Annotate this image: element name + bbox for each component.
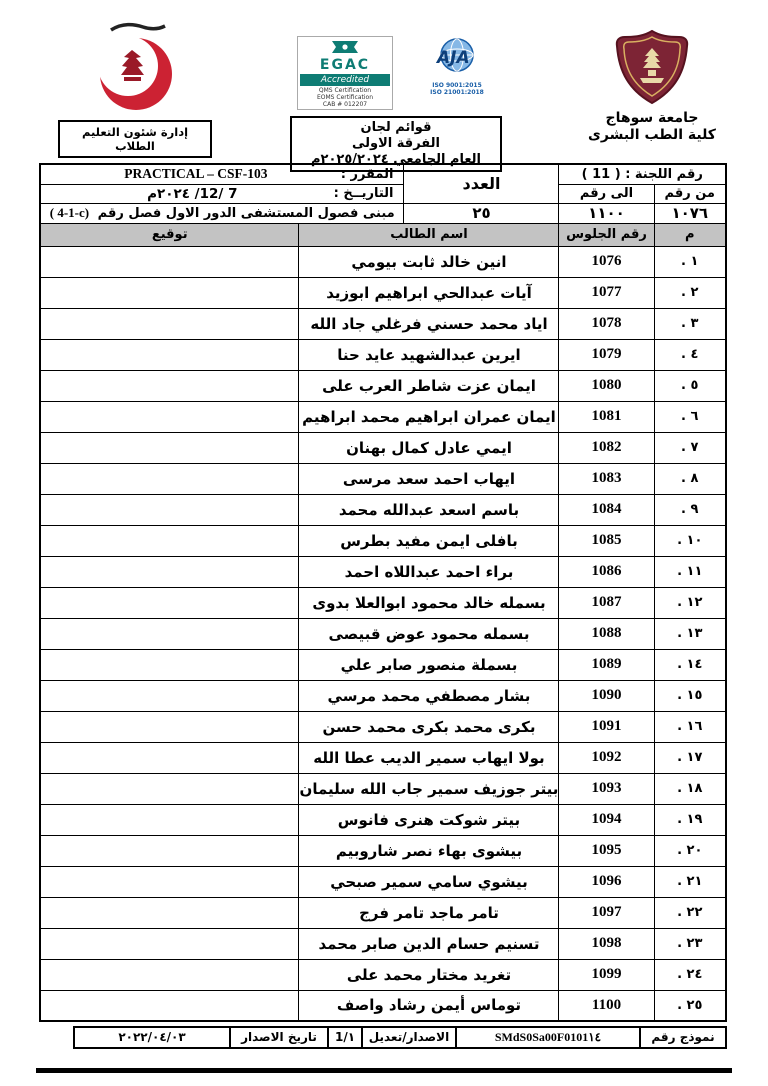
row-number: ٤ . bbox=[654, 339, 726, 370]
student-row bbox=[40, 618, 726, 649]
seat-number: 1078 bbox=[559, 308, 654, 339]
from-value: ١٠٧٦ bbox=[654, 203, 726, 223]
signature-cell bbox=[40, 556, 299, 587]
row-number: ١٠ . bbox=[654, 525, 726, 556]
row-number: ٢٥ . bbox=[654, 990, 726, 1021]
aja-globe-icon bbox=[428, 36, 486, 78]
date-cell bbox=[40, 184, 404, 203]
seat-number: 1076 bbox=[559, 246, 654, 277]
student-row bbox=[40, 556, 726, 587]
row-number: ١ . bbox=[654, 246, 726, 277]
seat-number: 1099 bbox=[559, 959, 654, 990]
seat-number: 1100 bbox=[559, 990, 654, 1021]
academic-year: العام الجامعي ٢٠٢٥/٢٠٢٤م bbox=[310, 152, 482, 167]
student-row bbox=[40, 370, 726, 401]
admin-logo-icon bbox=[81, 22, 189, 114]
seat-number: 1093 bbox=[559, 773, 654, 804]
seat-number: 1092 bbox=[559, 742, 654, 773]
location-text: مبنى فصول المستشفى الدور الاول فصل رقم bbox=[97, 206, 395, 221]
seat-number: 1091 bbox=[559, 711, 654, 742]
date-label: التاريــخ : bbox=[333, 186, 394, 201]
signature-cell bbox=[40, 928, 299, 959]
student-row bbox=[40, 990, 726, 1021]
student-row bbox=[40, 401, 726, 432]
student-name: باسم اسعد عبدالله محمد bbox=[299, 494, 559, 525]
signature-cell bbox=[40, 463, 299, 494]
signature-cell bbox=[40, 339, 299, 370]
signature-cell bbox=[40, 246, 299, 277]
row-number: ٢٢ . bbox=[654, 897, 726, 928]
bottom-rule bbox=[36, 1068, 732, 1073]
signature-cell bbox=[40, 835, 299, 866]
row-number: ٦ . bbox=[654, 401, 726, 432]
aja-accreditation-logo bbox=[419, 36, 495, 96]
accreditation-logos bbox=[290, 36, 502, 110]
student-row bbox=[40, 587, 726, 618]
row-number: ١٨ . bbox=[654, 773, 726, 804]
student-row bbox=[40, 432, 726, 463]
university-header bbox=[566, 28, 738, 144]
student-name: بولا ايهاب سمير الديب عطا الله bbox=[299, 742, 559, 773]
issue-date-value: ٢٠٢٢/٠٤/٠٣ bbox=[73, 1026, 231, 1049]
row-number: ١٤ . bbox=[654, 649, 726, 680]
egac-accreditation-logo bbox=[297, 36, 393, 110]
date-value: 7 /12/ ٢٠٢٤م bbox=[147, 185, 238, 202]
student-name: اياد محمد حسني فرغلي جاد الله bbox=[299, 308, 559, 339]
signature-cell bbox=[40, 494, 299, 525]
student-name: ايمان عمران ابراهيم محمد ابراهيم bbox=[299, 401, 559, 432]
to-value: ١١٠٠ bbox=[559, 203, 654, 223]
student-name: بيشوى بهاء نصر شاروبيم bbox=[299, 835, 559, 866]
student-name: ايهاب احمد سعد مرسى bbox=[299, 463, 559, 494]
student-row bbox=[40, 246, 726, 277]
row-number: ٢ . bbox=[654, 277, 726, 308]
university-name: جامعة سوهاج bbox=[605, 110, 699, 126]
row-number: ٥ . bbox=[654, 370, 726, 401]
info-row-3 bbox=[40, 203, 726, 223]
student-name: ايمان عزت شاطر العرب على bbox=[299, 370, 559, 401]
aja-name: AJA bbox=[437, 48, 470, 68]
row-number: ١١ . bbox=[654, 556, 726, 587]
col-header-seat: رقم الجلوس bbox=[559, 223, 654, 246]
revision-value: ١/1 bbox=[327, 1026, 363, 1049]
student-row bbox=[40, 463, 726, 494]
egac-cert-line2: EOMS Certification bbox=[316, 94, 374, 101]
signature-cell bbox=[40, 804, 299, 835]
student-name: بسملة منصور صابر علي bbox=[299, 649, 559, 680]
signature-cell bbox=[40, 680, 299, 711]
row-number: ١٦ . bbox=[654, 711, 726, 742]
seat-number: 1082 bbox=[559, 432, 654, 463]
count-value: ٢٥ bbox=[404, 203, 559, 223]
egac-cert-line1: QMS Certification bbox=[318, 87, 372, 94]
signature-cell bbox=[40, 990, 299, 1021]
aja-iso-line2: ISO 21001:2018 bbox=[430, 89, 484, 96]
signature-cell bbox=[40, 432, 299, 463]
signature-cell bbox=[40, 959, 299, 990]
course-value: PRACTICAL – CSF-103 bbox=[124, 166, 268, 182]
student-row bbox=[40, 773, 726, 804]
signature-cell bbox=[40, 742, 299, 773]
egac-cab-number: CAB # 012207 bbox=[322, 101, 368, 108]
from-label: من رقم bbox=[654, 184, 726, 203]
row-number: ٢١ . bbox=[654, 866, 726, 897]
student-row bbox=[40, 959, 726, 990]
faculty-name: كلية الطب البشرى bbox=[588, 127, 716, 143]
issue-date-label: تاريخ الاصدار bbox=[229, 1026, 329, 1049]
student-name: توماس أيمن رشاد واصف bbox=[299, 990, 559, 1021]
seat-number: 1095 bbox=[559, 835, 654, 866]
count-label: العدد bbox=[404, 164, 559, 203]
form-number-value: SMdS0Sa00F0101١٤ bbox=[455, 1026, 641, 1049]
revision-label: الاصدار/تعديل bbox=[361, 1026, 457, 1049]
seat-number: 1084 bbox=[559, 494, 654, 525]
row-number: ٨ . bbox=[654, 463, 726, 494]
student-name: بسمله محمود عوض قبيصى bbox=[299, 618, 559, 649]
student-row bbox=[40, 308, 726, 339]
signature-cell bbox=[40, 618, 299, 649]
student-row bbox=[40, 494, 726, 525]
student-row bbox=[40, 742, 726, 773]
row-number: ٣ . bbox=[654, 308, 726, 339]
location-code: ( 4-1-c) bbox=[49, 205, 90, 220]
student-row bbox=[40, 525, 726, 556]
student-name: آيات عبدالحي ابراهيم ابوزيد bbox=[299, 277, 559, 308]
row-number: ١٥ . bbox=[654, 680, 726, 711]
egac-name: EGAC bbox=[319, 57, 371, 73]
row-number: ٩ . bbox=[654, 494, 726, 525]
seat-number: 1089 bbox=[559, 649, 654, 680]
signature-cell bbox=[40, 866, 299, 897]
course-label: المقرر : bbox=[340, 166, 394, 182]
student-name: براء احمد عبداللاه احمد bbox=[299, 556, 559, 587]
student-row bbox=[40, 804, 726, 835]
signature-cell bbox=[40, 773, 299, 804]
student-row bbox=[40, 680, 726, 711]
col-header-signature: توقيع bbox=[40, 223, 299, 246]
seat-number: 1098 bbox=[559, 928, 654, 959]
table-header-row bbox=[40, 223, 726, 246]
seat-number: 1080 bbox=[559, 370, 654, 401]
row-number: ٢٤ . bbox=[654, 959, 726, 990]
location-cell bbox=[40, 203, 404, 223]
row-number: ١٢ . bbox=[654, 587, 726, 618]
signature-cell bbox=[40, 401, 299, 432]
student-name: بيتر شوكت هنرى فانوس bbox=[299, 804, 559, 835]
seat-number: 1087 bbox=[559, 587, 654, 618]
seat-number: 1097 bbox=[559, 897, 654, 928]
course-cell bbox=[40, 164, 404, 184]
list-title: قوائم لجان bbox=[360, 120, 432, 135]
seat-number: 1094 bbox=[559, 804, 654, 835]
student-row bbox=[40, 711, 726, 742]
student-table bbox=[39, 163, 727, 1022]
student-row bbox=[40, 928, 726, 959]
to-label: الى رقم bbox=[559, 184, 654, 203]
row-number: ٢٠ . bbox=[654, 835, 726, 866]
seat-number: 1079 bbox=[559, 339, 654, 370]
student-name: انين خالد ثابت بيومي bbox=[299, 246, 559, 277]
col-header-no: م bbox=[654, 223, 726, 246]
aja-iso-line1: ISO 9001:2015 bbox=[432, 82, 482, 89]
egac-flag-icon bbox=[331, 40, 359, 54]
student-name: بافلى ايمن مفيد بطرس bbox=[299, 525, 559, 556]
student-row bbox=[40, 835, 726, 866]
col-header-name: اسم الطالب bbox=[299, 223, 559, 246]
admin-label: إدارة شئون التعليم الطلاب bbox=[58, 120, 212, 158]
student-name: بيشوي سامي سمير صبحي bbox=[299, 866, 559, 897]
row-number: ١٧ . bbox=[654, 742, 726, 773]
form-footer bbox=[73, 1026, 727, 1049]
student-name: تسنيم حسام الدين صابر محمد bbox=[299, 928, 559, 959]
student-name: بكرى محمد بكرى محمد حسن bbox=[299, 711, 559, 742]
info-row-2 bbox=[40, 184, 726, 203]
signature-cell bbox=[40, 587, 299, 618]
signature-cell bbox=[40, 525, 299, 556]
student-name: بسمله خالد محمود ابوالعلا بدوى bbox=[299, 587, 559, 618]
seat-number: 1090 bbox=[559, 680, 654, 711]
signature-cell bbox=[40, 711, 299, 742]
egac-accredited-label: Accredited bbox=[300, 74, 390, 86]
signature-cell bbox=[40, 277, 299, 308]
seat-number: 1085 bbox=[559, 525, 654, 556]
student-row bbox=[40, 897, 726, 928]
student-row bbox=[40, 277, 726, 308]
student-row bbox=[40, 866, 726, 897]
row-number: ١٩ . bbox=[654, 804, 726, 835]
signature-cell bbox=[40, 370, 299, 401]
signature-cell bbox=[40, 649, 299, 680]
admin-header bbox=[50, 22, 220, 158]
committee-number: رقم اللجنة : ( 11 ) bbox=[559, 164, 726, 184]
seat-number: 1088 bbox=[559, 618, 654, 649]
student-name: تغريد مختار محمد على bbox=[299, 959, 559, 990]
student-row bbox=[40, 339, 726, 370]
student-name: ايمي عادل كمال بهنان bbox=[299, 432, 559, 463]
seat-number: 1086 bbox=[559, 556, 654, 587]
row-number: ٢٣ . bbox=[654, 928, 726, 959]
student-name: بيتر جوزيف سمير جاب الله سليمان bbox=[299, 773, 559, 804]
year-level: الفرقة الاولى bbox=[352, 136, 440, 151]
university-logo-icon bbox=[609, 28, 695, 106]
center-header bbox=[290, 36, 502, 172]
student-name: تامر ماجد تامر فرج bbox=[299, 897, 559, 928]
signature-cell bbox=[40, 897, 299, 928]
seat-number: 1077 bbox=[559, 277, 654, 308]
seat-number: 1081 bbox=[559, 401, 654, 432]
signature-cell bbox=[40, 308, 299, 339]
row-number: ١٣ . bbox=[654, 618, 726, 649]
student-name: بشار مصطفي محمد مرسي bbox=[299, 680, 559, 711]
info-row-1 bbox=[40, 164, 726, 184]
student-row bbox=[40, 649, 726, 680]
seat-number: 1083 bbox=[559, 463, 654, 494]
form-number-label: نموذج رقم bbox=[639, 1026, 727, 1049]
student-name: ايرين عبدالشهيد عايد حنا bbox=[299, 339, 559, 370]
seat-number: 1096 bbox=[559, 866, 654, 897]
row-number: ٧ . bbox=[654, 432, 726, 463]
